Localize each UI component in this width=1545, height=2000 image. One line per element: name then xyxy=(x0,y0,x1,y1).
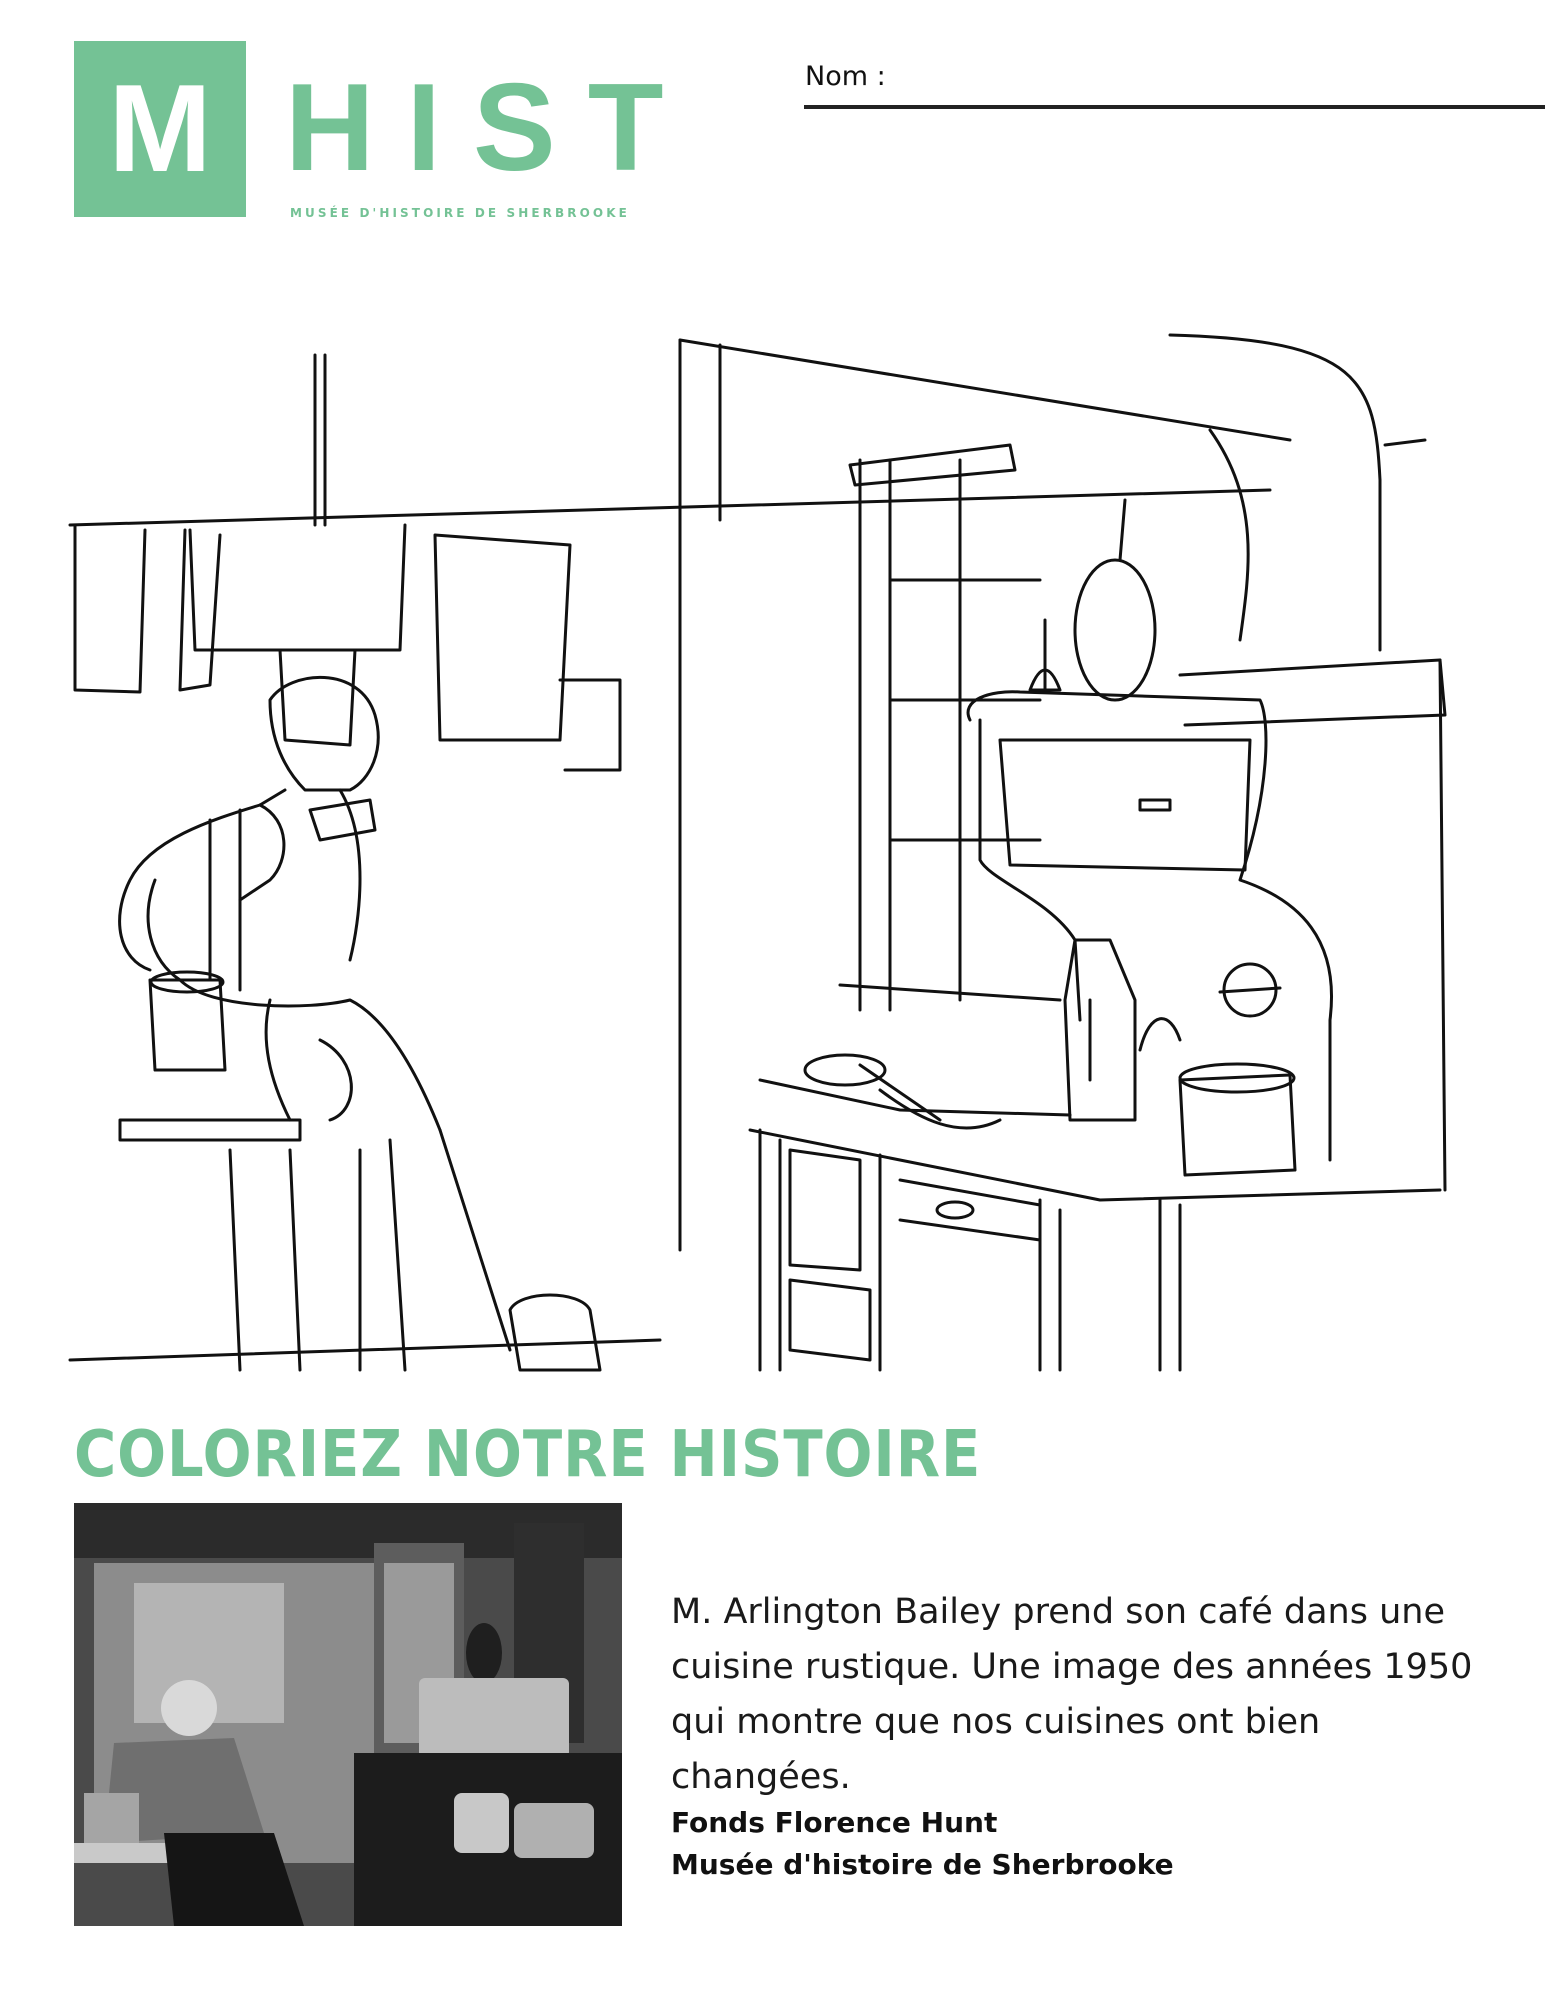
logo-mark xyxy=(74,41,246,217)
coloring-title: COLORIEZ NOTRE HISTOIRE xyxy=(74,1418,982,1492)
name-line[interactable] xyxy=(804,105,1545,109)
credit-museum: Musée d'histoire de Sherbrooke xyxy=(671,1848,1174,1881)
logo-subtitle: MUSÉE D'HISTOIRE DE SHERBROOKE xyxy=(290,206,630,220)
coloring-illustration xyxy=(60,320,1480,1380)
logo-letter: M xyxy=(108,60,212,198)
credit-fonds: Fonds Florence Hunt xyxy=(671,1806,998,1839)
photo-caption: M. Arlington Bailey prend son café dans une cuisine rustique. Une image des années 1950 qui montre que nos cuisines ont bien changées. xyxy=(671,1592,1473,1797)
logo-wordmark: HIST xyxy=(285,59,696,197)
name-label: Nom : xyxy=(805,61,886,92)
reference-photo xyxy=(74,1503,622,1926)
